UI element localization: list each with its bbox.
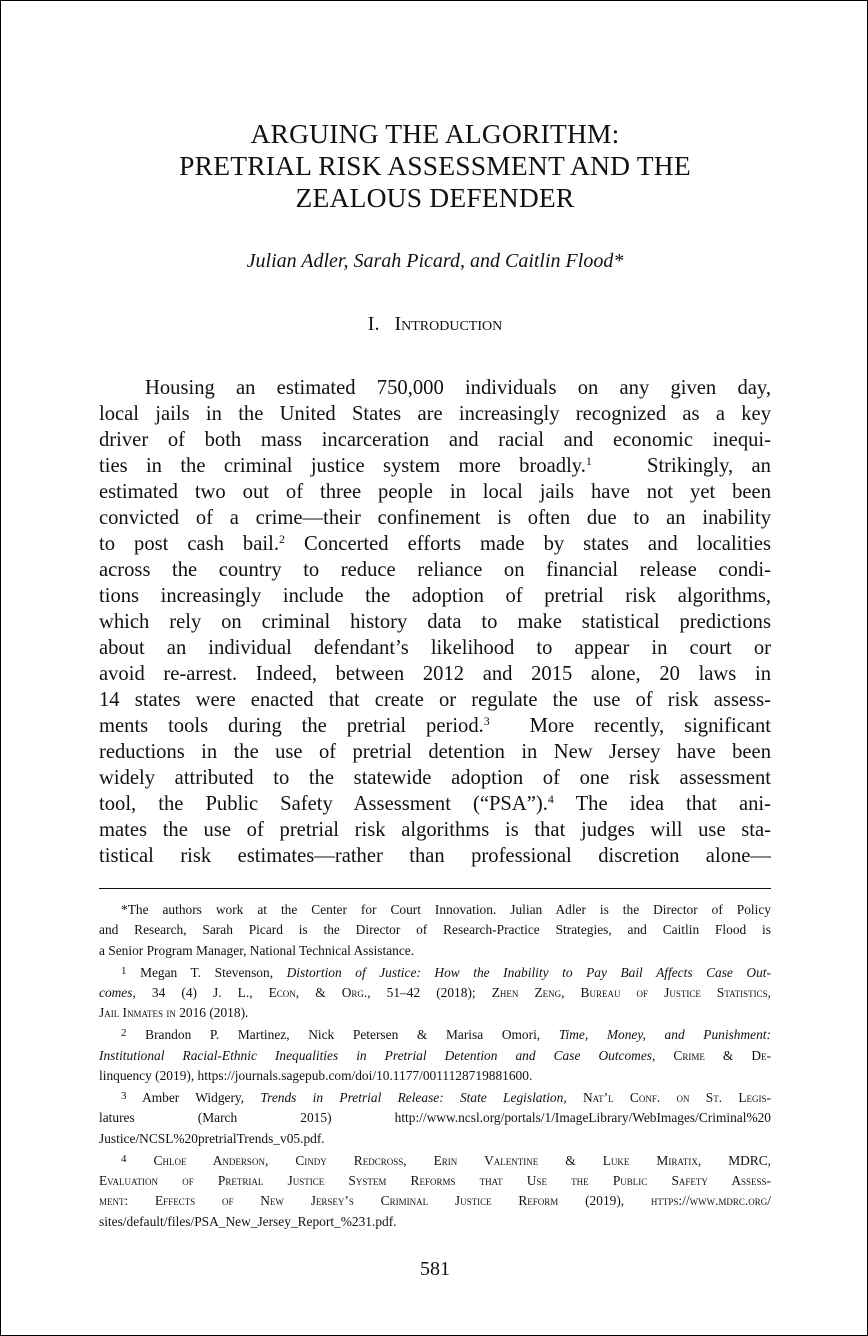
footnote-line: Jail Inmates in 2016 (2018).	[99, 1005, 249, 1021]
footnote-text: Time, Money, and Punishment:	[558, 1027, 771, 1043]
title-line: PRETRIAL RISK ASSESSMENT AND THE	[179, 150, 691, 181]
footnote-text: Amber Widgery,	[142, 1090, 245, 1106]
body-line: local jails in the United States are increasingly recognized as a key	[99, 403, 771, 425]
footnote-line	[99, 1088, 771, 1108]
article-title	[1, 118, 868, 214]
footnote-1	[99, 963, 771, 1024]
footnote-line	[99, 963, 771, 983]
section-title: Introduction	[394, 313, 503, 335]
footnote-mark: 2	[121, 1027, 127, 1040]
page-number: 581	[420, 1258, 450, 1280]
title-line: ARGUING THE ALGORITHM:	[250, 118, 620, 149]
footnote-line	[99, 1046, 771, 1066]
body-line	[99, 453, 771, 479]
body-line-text: to post cash bail.	[99, 533, 279, 555]
section-numeral: I.	[367, 313, 380, 335]
footnote-text: comes	[99, 985, 133, 1001]
footnote-mark: *	[121, 902, 128, 917]
body-line: widely attributed to the statewide adoption of one risk assessment	[99, 767, 771, 789]
author-byline: Julian Adler, Sarah Picard, and Caitlin Flood*	[246, 250, 624, 272]
body-line: Housing an estimated 750,000 individuals on any given day,	[145, 377, 771, 399]
footnote-line	[99, 900, 771, 920]
footnote-line	[99, 983, 771, 1003]
body-line-text: Concerted efforts made by states and localities	[303, 533, 771, 555]
body-line: mates the use of pretrial risk algorithms is that judges will use sta-	[99, 819, 771, 841]
body-text	[99, 375, 771, 869]
footnote-ref-3[interactable]: 3	[483, 714, 490, 728]
body-line: which rely on criminal history data to make statistical predictions	[99, 611, 771, 633]
footnote-divider	[99, 888, 771, 889]
footnote-text: The authors work at the Center for Court Innovation. Julian Adler is the Director of Policy	[127, 902, 771, 917]
footnote-text: Chloe Anderson, Cindy Redcross, Erin Valentine & Luke Miratix, MDRC,	[153, 1152, 771, 1168]
body-line-text: More recently, significant	[529, 715, 771, 737]
footnote-line	[99, 1025, 771, 1045]
body-line: tistical risk estimates—rather than professional discretion alone—	[99, 845, 771, 867]
footnote-line	[99, 1151, 771, 1171]
body-line: tions increasingly include the adoption of pretrial risk algorithms,	[99, 585, 771, 607]
footnote-line: latures (March 2015) http://www.ncsl.org/portals/1/ImageLibrary/WebImages/Criminal%20	[99, 1110, 771, 1126]
section-heading	[1, 312, 868, 336]
footnote-line: Evaluation of Pretrial Justice System Reforms that Use the Public Safety Assess-	[99, 1173, 771, 1189]
footnote-mark: 3	[121, 1090, 127, 1103]
footnote-text: , Crime & De-	[652, 1047, 771, 1063]
body-line: driver of both mass incarceration and racial and economic inequi-	[99, 429, 771, 451]
body-line	[99, 531, 771, 557]
body-line: across the country to reduce reliance on financial release condi-	[99, 559, 771, 581]
footnote-line: a Senior Program Manager, National Technical Assistance.	[99, 942, 415, 958]
body-line: avoid re-arrest. Indeed, between 2012 and 2015 alone, 20 laws in	[99, 663, 771, 685]
footnote-mark: 4	[121, 1152, 127, 1165]
body-line-text: The idea that ani-	[575, 793, 771, 815]
body-line	[99, 713, 771, 739]
footnote-line: Justice/NCSL%20pretrialTrends_v05.pdf.	[99, 1130, 325, 1146]
footnote-ref-1[interactable]: 1	[585, 454, 592, 468]
footnote-3	[99, 1088, 771, 1149]
footnotes	[99, 900, 771, 1234]
footnote-text: Trends in Pretrial Release: State Legislation,	[260, 1090, 567, 1106]
body-line-text: ties in the criminal justice system more broadly.	[99, 455, 586, 477]
footnote-line: and Research, Sarah Picard is the Director of Research-Practice Strategies, and Caitlin Flood is	[99, 922, 771, 938]
body-line: reductions in the use of pretrial detention in New Jersey have been	[99, 741, 771, 763]
footnote-text: Megan T. Stevenson,	[140, 964, 274, 980]
footnote-ref-4[interactable]: 4	[547, 792, 554, 806]
footnote-text: Nat’l Conf. on St. Legis-	[582, 1090, 771, 1106]
body-line	[99, 791, 771, 817]
footnote-text: Distortion of Justice: How the Inability to Pay Bail Affects Case Out-	[286, 964, 771, 980]
footnote-star	[99, 900, 771, 961]
footnote-line: linquency (2019), https://journals.sagepub.com/doi/10.1177/0011128719881600.	[99, 1068, 533, 1084]
footnote-4	[99, 1151, 771, 1233]
body-line-text: Strikingly, an	[646, 455, 771, 477]
footnote-text: , 34 (4) J. L., Econ, & Org., 51–42 (2018); Zhen Zeng, Bureau of Justice Statistics,	[132, 985, 771, 1001]
footnote-text: Brandon P. Martinez, Nick Petersen & Marisa Omori,	[145, 1027, 541, 1043]
footnote-2	[99, 1025, 771, 1086]
footnote-text: Institutional Racial-Ethnic Inequalities in Pretrial Detention and Case Outcomes	[99, 1047, 653, 1063]
footnote-mark: 1	[121, 964, 127, 977]
footnote-line: sites/default/files/PSA_New_Jersey_Report_%231.pdf.	[99, 1213, 397, 1229]
body-line: estimated two out of three people in local jails have not yet been	[99, 481, 771, 503]
footnote-ref-2[interactable]: 2	[278, 532, 285, 546]
body-line-text: ments tools during the pretrial period.	[99, 715, 484, 737]
footnote-line: ment: Effects of New Jersey’s Criminal Justice Reform (2019), https://www.mdrc.org/	[99, 1193, 771, 1209]
body-line: convicted of a crime—their confinement is often due to an inability	[99, 507, 771, 529]
body-line-text: tool, the Public Safety Assessment (“PSA”).	[99, 793, 548, 815]
body-line: 14 states were enacted that create or regulate the use of risk assess-	[99, 689, 771, 711]
title-line: ZEALOUS DEFENDER	[295, 182, 575, 213]
body-line: about an individual defendant’s likelihood to appear in court or	[99, 637, 771, 659]
